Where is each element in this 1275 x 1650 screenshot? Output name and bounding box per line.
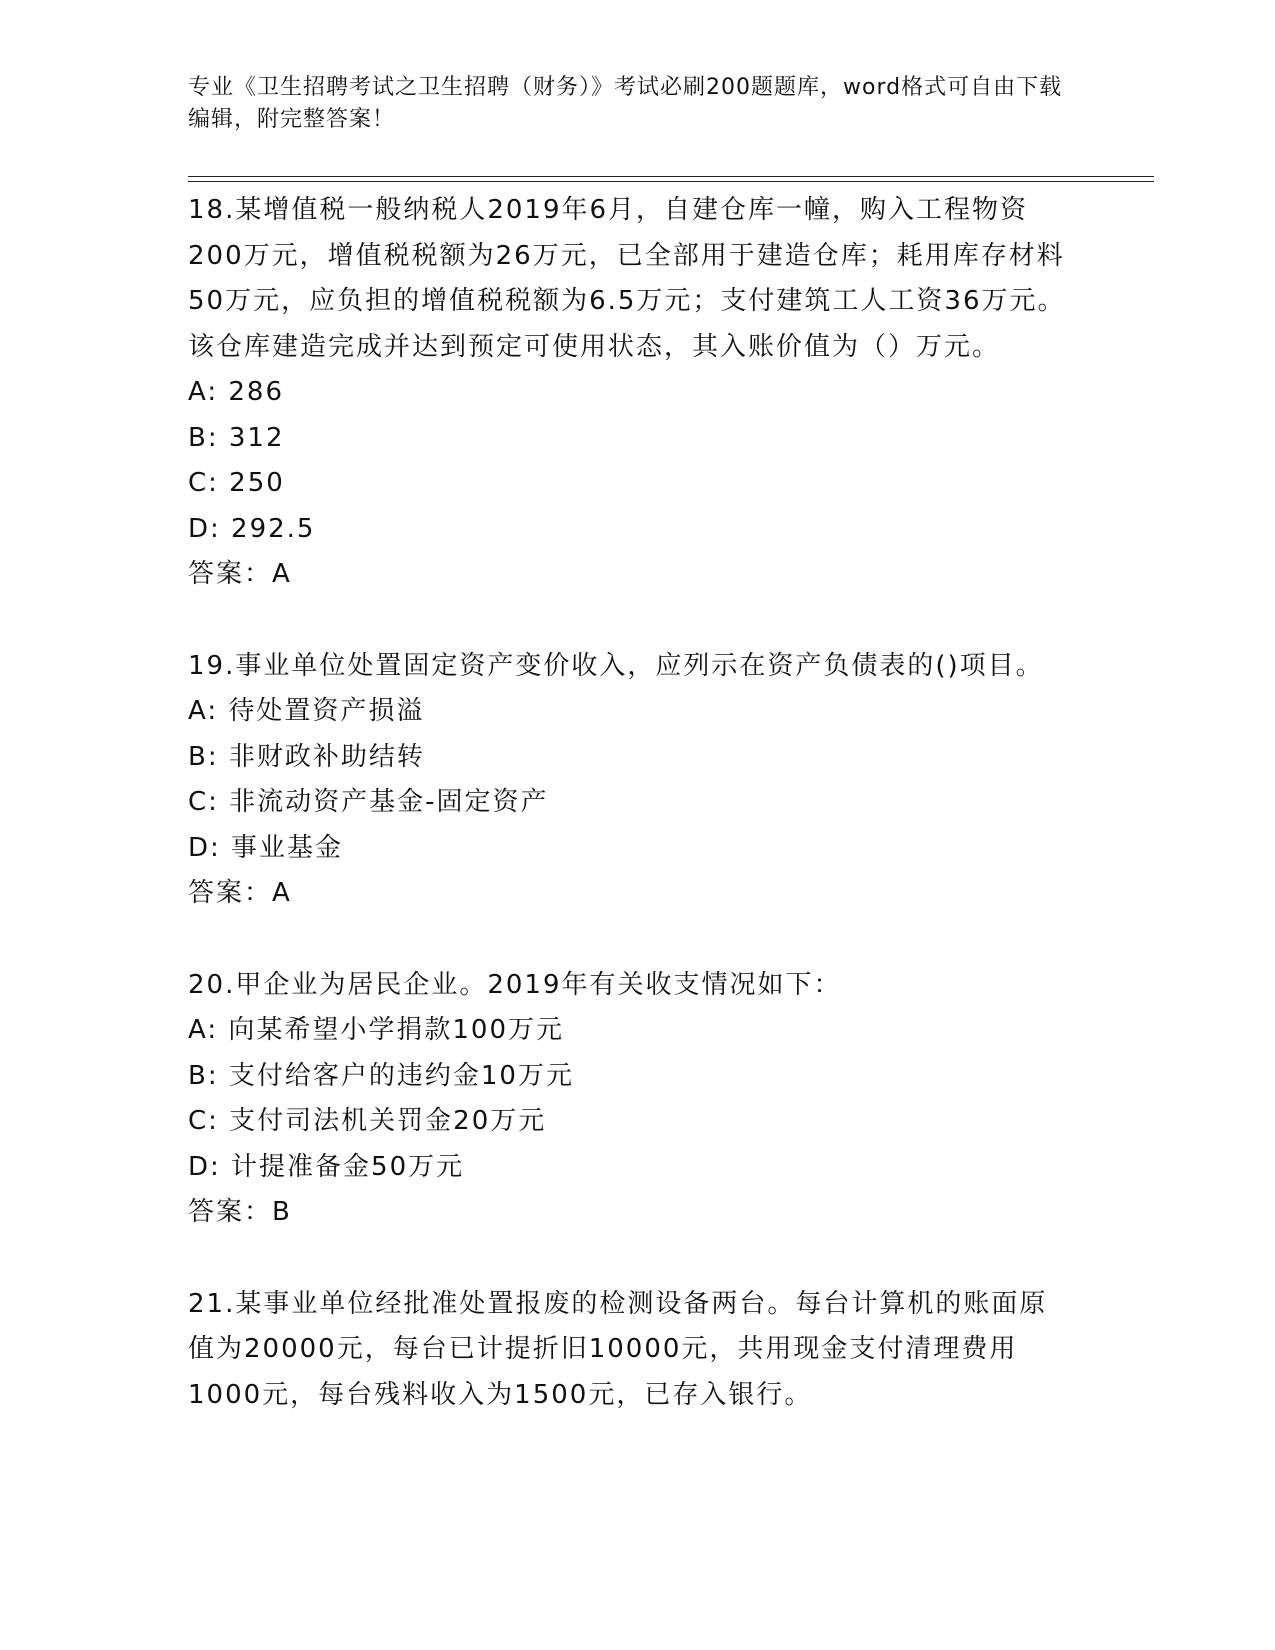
- question-list: [188, 188, 1068, 1418]
- header-text: 专业《卫生招聘考试之卫生招聘（财务）》考试必刷200题题库，word格式可自由下载编辑，附完整答案！: [188, 75, 1063, 132]
- question-20: [188, 963, 1068, 1236]
- option-c: C: 支付司法机关罚金20万元: [188, 1106, 547, 1136]
- option-d: D: 事业基金: [188, 832, 344, 863]
- option-a: A: 待处置资产损溢: [188, 696, 425, 726]
- option-c: C: 250: [188, 468, 285, 498]
- option-b: B: 非财政补助结转: [188, 741, 425, 772]
- spacer: [188, 917, 1068, 963]
- answer-line: 答案：A: [188, 559, 292, 589]
- question-text: 18.某增值税一般纳税人2019年6月，自建仓库一幢，购入工程物资200万元，增值税税额为26万元，已全部用于建造仓库；耗用库存材料50万元，应负担的增值税税额为6.5万元；支付建筑工人工资36万元。该仓库建造完成并达到预定可使用状态，其入账价值为（）万元。: [188, 195, 1066, 362]
- question-text: 19.事业单位处置固定资产变价收入，应列示在资产负债表的()项目。: [188, 650, 1044, 681]
- question-21: [188, 1282, 1068, 1419]
- answer-line: 答案：B: [188, 1197, 292, 1227]
- option-d: D: 计提准备金50万元: [188, 1151, 465, 1182]
- option-a: A: 286: [188, 377, 284, 407]
- header-divider-secondary: [188, 181, 1154, 182]
- question-text: 20.甲企业为居民企业。2019年有关收支情况如下：: [188, 969, 842, 1000]
- option-a: A: 向某希望小学捐款100万元: [188, 1015, 564, 1045]
- option-b: B: 312: [188, 422, 285, 453]
- option-d: D: 292.5: [188, 513, 316, 544]
- option-c: C: 非流动资产基金-固定资产: [188, 787, 549, 817]
- question-19: [188, 644, 1068, 917]
- answer-line: 答案：A: [188, 878, 292, 908]
- option-b: B: 支付给客户的违约金10万元: [188, 1060, 574, 1091]
- question-18: [188, 188, 1068, 598]
- spacer: [188, 1236, 1068, 1282]
- header-divider: [188, 176, 1154, 177]
- document-header: [188, 72, 1068, 136]
- question-text: 21.某事业单位经批准处置报废的检测设备两台。每台计算机的账面原值为20000元，每台已计提折旧10000元，共用现金支付清理费用1000元，每台残料收入为1500元，已存入银行。: [188, 1288, 1048, 1410]
- spacer: [188, 598, 1068, 644]
